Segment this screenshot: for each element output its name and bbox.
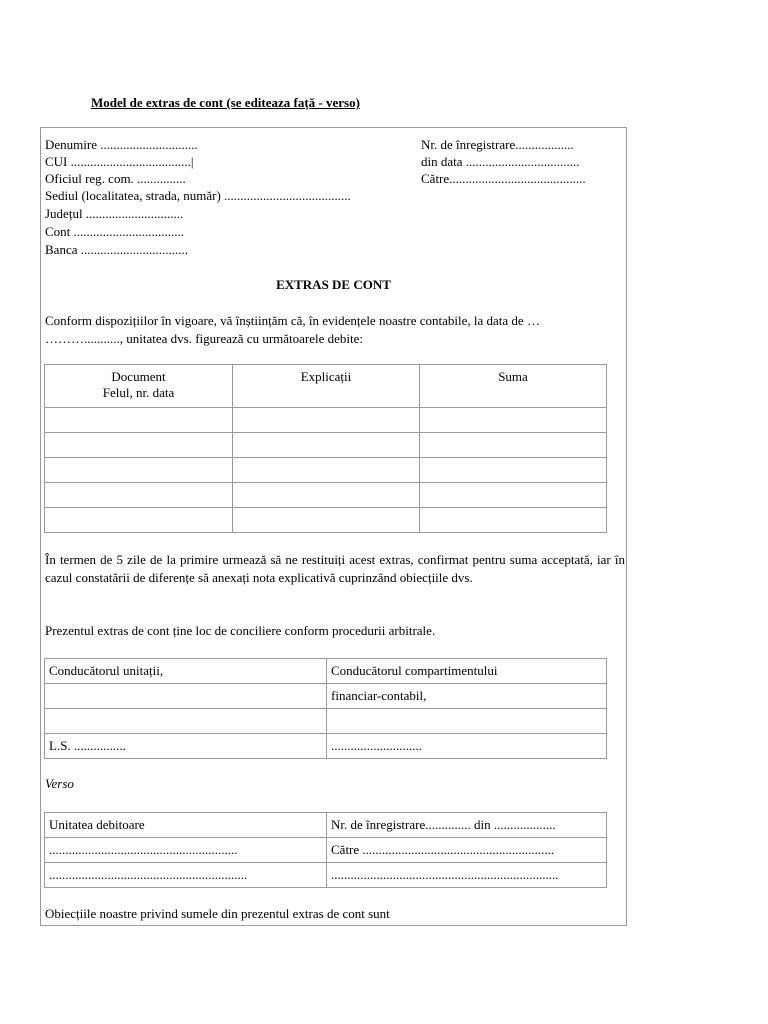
table-row [45,838,607,863]
form-frame [40,127,627,926]
table-row [45,483,607,508]
header-right-line: Către.......................................... [421,171,586,186]
table-cell [45,508,233,533]
table-cell [327,709,607,734]
header-left-line: Județul .............................. [45,206,184,221]
verso-table [44,812,607,888]
table-cell [233,433,420,458]
header-left-line: Cont .................................. [45,224,185,239]
column-header: Suma [420,365,607,408]
table-cell [233,483,420,508]
table-row [45,734,607,759]
table-cell [45,433,233,458]
term-paragraph: În termen de 5 zile de la primire urmează să ne restituiți acest extras, confirmat pentru suma acceptată, iar în cazul constatării de diferențe să anexați nota explicativă cuprinzând obiecțiile dvs. [45,552,625,585]
header-right-line: din data ................................... [421,154,580,169]
table-cell [45,709,327,734]
column-header: Document Felul, nr. data [45,365,233,408]
header-right-line: Nr. de înregistrare.................. [421,137,574,152]
table-cell: ............................................................. [45,863,327,888]
conciliation-paragraph: Prezentul extras de cont ține loc de conciliere conform procedurii arbitrale. [45,623,436,638]
table-cell: Nr. de înregistrare.............. din ................... [327,813,607,838]
objections-paragraph: Obiecțiile noastre privind sumele din prezentul extras de cont sunt [45,906,390,921]
table-cell [420,433,607,458]
table-cell: Conducătorul unitații, [45,659,327,684]
table-cell [45,408,233,433]
table-cell [233,508,420,533]
signatures-table [44,658,607,759]
table-row [45,659,607,684]
header-left-line: CUI .....................................| [45,154,194,169]
table-row [45,508,607,533]
column-header: Explicații [233,365,420,408]
header-left-line: Denumire .............................. [45,137,198,152]
table-cell [45,458,233,483]
verso-label: Verso [45,776,74,791]
table-cell: Unitatea debitoare [45,813,327,838]
table-header-row [45,365,607,408]
header-left-line: Oficiul reg. com. ............... [45,171,186,186]
table-cell [420,508,607,533]
debits-table [44,364,607,533]
table-cell: financiar-contabil, [327,684,607,709]
table-row [45,684,607,709]
section-title: EXTRAS DE CONT [276,277,391,292]
table-cell: ............................ [327,734,607,759]
table-row [45,433,607,458]
header-left-line: Banca ................................. [45,242,188,257]
table-row [45,863,607,888]
table-cell: .......................................................... [45,838,327,863]
table-cell: Conducătorul compartimentului [327,659,607,684]
table-row [45,408,607,433]
table-cell [45,483,233,508]
table-cell [45,684,327,709]
table-cell [233,408,420,433]
table-row [45,458,607,483]
table-cell [233,458,420,483]
intro-paragraph: Conform dispozițiilor în vigoare, vă înștiințăm că, în evidențele noastre contabile, la data de … ………..........., unitatea dvs. figurează cu următoarele debite: [45,313,540,346]
table-cell: L.S. ................ [45,734,327,759]
table-cell [420,483,607,508]
header-left-line: Sediul (localitatea, strada, număr) ....................................... [45,188,351,203]
table-cell: Către ........................................................... [327,838,607,863]
table-row [45,709,607,734]
table-cell: ...................................................................... [327,863,607,888]
document-title: Model de extras de cont (se editeaza față - verso) [91,95,360,110]
table-row [45,813,607,838]
table-cell [420,458,607,483]
table-cell [420,408,607,433]
